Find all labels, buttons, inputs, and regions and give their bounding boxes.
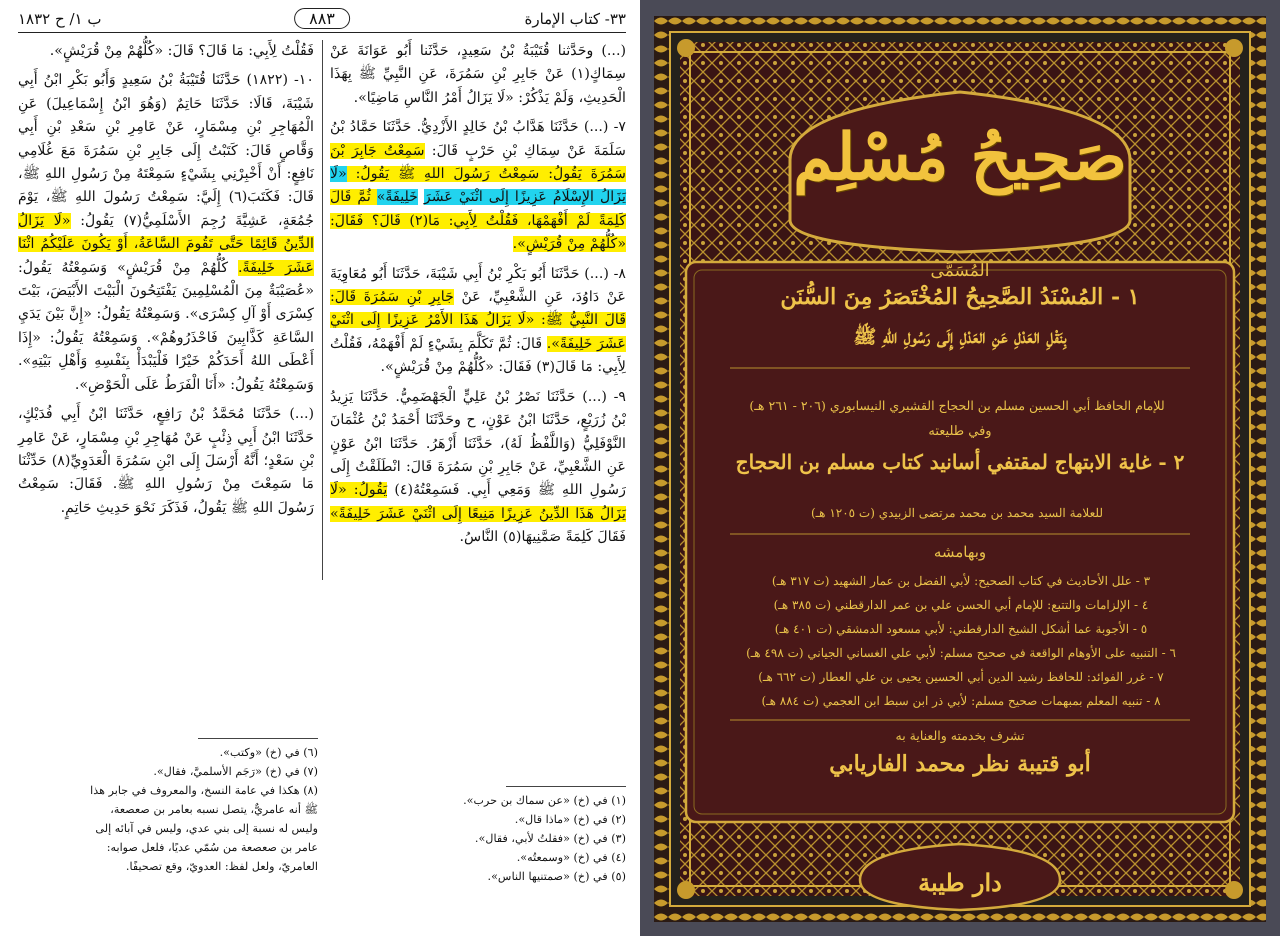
highlighted-text: جَابِرِ بْنِ سَمُرَةَ قَالَ: قَالَ النَّبِيُّ ﷺ: «لَا يَزَالُ هَذَا الأَمْرُ عَزِيزًا إِلَى اثْنَيْ عَشَرَ خَلِيفَةً». [330,289,626,352]
text-segment: (٣) [536,359,555,376]
cover-contents-item: ٦ - التنبيه على الأوهام الواقعة في صحيح مسلم: لأبي علي الغساني الجياني (ت ٤٩٨ هـ) [746,646,1176,660]
footnote-rule [506,786,626,787]
text-segment: حَدِّثْنَا مَا سَمِعْتَ مِنْ رَسُولِ اللهِ ﷺ. فَقَالَ: سَمِعْتُ رَسُولَ اللهِ ﷺ يَقُولُ، فَذَكَرَ نَحْوَ حَدِيثِ حَاتِمٍ. [18,452,314,516]
highlighted-text: ثُمَّ قَالَ كَلِمَةً لَمْ أَفْهَمْهَا، فَقُلْتُ لِأَبِي: مَا [330,189,626,229]
hadith-paragraph [330,386,626,550]
cover-hawamish-label: وبهامشه [933,543,987,561]
running-header [18,8,626,30]
footnote: (١) في (خ) «عن سماك بن حرب». [463,794,626,807]
text-segment: فَقُلْتُ لِأَبِي: مَا قَالَ؟ قَالَ: «كُلُّهُمْ مِنْ قُرَيْشٍ». [49,43,314,59]
cover-book2-author: للعلامة السيد محمد بن محمد مرتضى الزبيدي (ت ١٢٠٥ هـ) [810,506,1104,520]
left-text-column [18,40,314,526]
left-footnotes [18,738,318,876]
right-text-column [330,40,626,556]
highlighted-text: يَقُولُ: «لَا يَزَالُ هَذَا الدِّينُ عَزِيزًا مَنِيعًا إِلَى اثْنَيْ عَشَرَ خَلِيفَةً» [330,482,626,522]
cover-contents-item: ٥ - الأجوبة عما أشكل الشيخ الدارقطني: لأبي مسعود الدمشقي (ت ٤٠١ هـ) [774,622,1148,636]
cover-publisher: دار طيبة [918,868,1002,897]
footnote-rule [198,738,318,739]
hadith-paragraph [330,263,626,380]
cover-editor: أبو قتيبة نظر محمد الفاريابي [829,751,1091,777]
text-segment: فَقَالَ: «كُلُّهُمْ مِنْ قُرَيْشٍ». [380,359,537,376]
text-segment: عَنْ جَابِرِ بْنِ سَمُرَةَ، عَنِ النَّبِيِّ ﷺ بِهَذَا الْحَدِيثِ، وَلَمْ يَذْكُرْ: «لَا يَزَالُ أَمْرُ النَّاسِ مَاضِيًا». [330,66,626,106]
highlighted-text: (٢) [409,212,429,229]
text-segment: (٥) [502,529,522,546]
text-segment: (٤) [394,482,414,499]
book-cover-photo [640,0,1280,936]
cover-with-label: وفي طليعته [928,424,992,439]
hadith-paragraph [18,40,314,63]
column-divider [322,40,323,580]
highlighted-text: خَلِيفَةً» [376,189,418,206]
footnote: (٤) في (خ) «وسمعتُه». [516,851,626,864]
hadith-reference: ب ١/ ح ١٨٣٢ [18,10,102,28]
hadith-paragraph [18,403,314,520]
footnote: (٦) في (خ) «وكتب». [219,746,318,759]
footnote: (٣) في (خ) «فقلتُ لأبي، فقال». [474,832,626,845]
cover-edit-label: تشرف بخدمته والعناية به [895,728,1025,743]
text-segment: يَقُولُ: [70,212,124,229]
highlighted-text: «لَا يَزَالُ الإِسْلَامُ عَزِيزًا إِلَى اثْنَيْ عَشَرَ [330,166,626,206]
header-rule [18,32,626,33]
footnote: (٢) في (خ) «ماذا قال». [514,813,626,826]
footnote: عامر بن صعصعة من سُمّي عديًا، فلعل صوابه: [106,841,318,854]
cover-contents-item: ٧ - غرر الفوائد: للحافظ رشيد الدين أبي الحسين يحيى بن علي العطار (ت ٦٦٢ هـ) [758,670,1164,684]
right-footnotes [326,786,626,886]
cover-contents-item: ٨ - تنبيه المعلم بمبهمات صحيح مسلم: لأبي ذر ابن سبط ابن العجمي (ت ٨٨٤ هـ) [761,694,1161,708]
highlighted-text: سَمِعْتُ جَابِرَ بْنَ سَمُرَةَ يَقُولُ: سَمِعْتُ رَسُولَ اللهِ ﷺ يَقُولُ: [330,142,626,183]
hadith-paragraph [330,40,626,110]
text-segment: (...) حَدَّثَنَا مُحَمَّدُ بْنُ رَافِعٍ، حَدَّثَنَا ابْنُ أَبِي فُدَيْكٍ، حَدَّثَنَا ابْنُ أَبِي ذِئْبٍ عَنْ مُهَاجِرِ بْنِ مِسْمَارٍ، عَنْ عَامِرِ بْنِ سَعْدٍ؛ أَنَّهُ أَرْسَلَ إِلَى ابْنِ سَمُرَةَ الْعَدَوِيِّ [18,406,315,469]
highlighted-text: «لَا يَزَالُ الدِّينُ قَائِمًا حَتَّى تَقُومَ السَّاعَةُ، أَوْ يَكُونَ عَلَيْكُمُ اثْنَا عَشَرَ خَلِيفَةً. [18,212,314,276]
text-segment: فَقَالَ كَلِمَةً صَمَّنِيهَا [521,529,626,546]
cover-book1-line2: بِنَقْلِ العَدْلِ عَنِ العَدْلِ إِلَى رَسُولِ اللهِ ﷺ [853,326,1067,348]
highlighted-text: قَالَ؟ فَقَالَ: «كُلُّهُمْ مِنْ قُرَيْشٍ». [330,212,626,253]
cover-named-label: المُسَمَّى [930,261,990,281]
text-segment: قَالَ: ثُمَّ تَكَلَّمَ بِشَيْءٍ لَمْ أَفْهَمْهُ، فَقُلْتُ لِأَبِي: مَا قَالَ [330,335,626,376]
text-segment: كُلُّهُمْ مِنْ قُرَيْشٍ» وَسَمِعْتُهُ يَقُولُ: «عُصَيْبَةٌ مِنَ الْمُسْلِمِينَ يَفْتَتِحُونَ الْبَيْتَ الأَبْيَضَ، بَيْتَ كِسْرَى أَوْ آلِ كِسْرَى». وَسَمِعْتُهُ يَقُولُ: «إِنَّ بَيْنَ يَدَيِ السَّاعَةِ كَذَّابِينَ فَاحْذَرُوهُمْ». وَسَمِعْتُهُ يَقُولُ: «إِذَا أَعْطَى اللهُ أَحَدَكُمْ خَيْرًا فَلْيَبْدَأْ بِنَفْسِهِ وَأَهْلِ بَيْتِهِ». وَسَمِعْتُهُ يَقُولُ: «أَنَا الْفَرَطُ عَلَى الْحَوْضِ». [18,259,314,393]
hadith-paragraph [330,116,626,256]
text-segment: ٧- (...) حَدَّثَنَا هَدَّابُ بْنُ خَالِدٍ الأَزْدِيُّ. حَدَّثَنَا حَمَّادُ بْنُ سَلَمَةَ عَنْ سِمَاكِ بْنِ حَرْبٍ قَالَ: [330,119,626,159]
hadith-paragraph [18,69,314,397]
footnote: (٨) هكذا في عامة النسخ، والمعروف في جابر هذا [90,784,318,797]
text-segment: (...) وحَدَّثنا قُتَيْبَةُ بْنُ سَعِيدٍ، حَدَّثَنا أَبُو عَوَانَةَ عَنْ سِمَاكٍ [330,43,626,83]
chapter-title: ٣٣- كتاب الإمارة [524,10,626,28]
text-segment: ١٠- (١٨٢٢) حَدَّثَنَا قُتَيْبَةُ بْنُ سَعِيدٍ وَأَبُو بَكْرِ ابْنُ أَبِي شَيْبَةَ، قَالَا: حَدَّثَنَا حَاتِمٌ (وَهُوَ ابْنُ إِسْمَاعِيلَ) عَنِ الْمُهَاجِرِ بْنِ مِسْمَارٍ، عَنْ عَامِرِ بْنِ سَعْدِ بْنِ أَبِي وَقَّاصٍ قَالَ: كَتَبْتُ إِلَى جَابِرِ بْنِ سَمُرَةَ مَعَ غُلَامِي نَافِعٍ: أَنْ أَخْبِرْنِي بِشَيْءٍ سَمِعْتَهُ مِنْ رَسُولِ اللهِ ﷺ، قَالَ: فَكَتَبَ [18,72,314,206]
page-number: ٨٨٣ [294,8,350,29]
footnote: (٥) في (خ) «صمتنيها الناس». [487,870,626,883]
footnote: (٧) في (خ) «رَجَم الأسلميَّ، فقال». [153,765,318,778]
text-segment: إِلَيَّ: سَمِعْتُ رَسُولَ اللهِ ﷺ، يَوْمَ جُمُعَةٍ، عَشِيَّةَ رُجِمَ الأَسْلَمِيُّ [18,189,315,229]
cover-book2: ٢ - غاية الابتهاج لمقتفي أسانيد كتاب مسلم بن الحجاج [735,450,1185,474]
footnote: ﷺ أنه عامريٌّ، يتصل نسبه بعامر بن صعصعة، [110,803,318,816]
text-segment: ٨- (...) حَدَّثَنَا أَبُو بَكْرِ بْنُ أَبِي شَيْبَةَ، حَدَّثَنَا أَبُو مُعَاوِيَةَ عَنْ دَاوُدَ، عَنِ الشَّعْبِيِّ، عَنْ [330,265,626,306]
text-segment: ٩- (...) حَدَّثَنَا نَصْرُ بْنُ عَلِيٍّ الْجَهْضَمِيُّ. حَدَّثَنَا يَزِيدُ بْنُ زُرَيْعٍ، حَدَّثَنَا ابْنُ عَوْنٍ، ح وحَدَّثَنَا أَحْمَدُ بْنُ عُثْمَانَ النَّوْفَلِيُّ (وَاللَّفْظُ لَهُ)، حَدَّثَنَا أَزْهَرُ. حَدَّثَنَا ابْنُ عَوْنٍ عَنِ الشَّعْبِيِّ، عَنْ جَابِرِ بْنِ سَمُرَةَ قَالَ: انْطَلَقْتُ إِلَى رَسُولِ اللهِ ﷺ وَمَعِي أَبِي. فَسَمِعْتُهُ [330,388,626,499]
text-segment: (٦) [228,189,248,206]
footnote: وليس له نسبة إلى بني عدي، وليس في آبائه إلى [95,822,318,835]
cover-contents-item: ٣ - علل الأحاديث في كتاب الصحيح: لأبي الفضل بن عمار الشهيد (ت ٣١٧ هـ) [771,574,1151,588]
cover-author: للإمام الحافظ أبي الحسين مسلم بن الحجاج القشيري النيسابوري (٢٠٦ - ٢٦١ هـ) [749,398,1165,413]
text-segment: (٨) [51,452,71,469]
text-segment: (٧) [123,212,143,229]
text-segment: (١) [571,66,590,83]
text-segment: النَّاسُ. [459,529,503,546]
cover-book1-line1: ١ - المُسْنَدُ الصَّحِيحُ المُخْتَصَرُ مِنَ السُّنَن [780,284,1140,310]
footnote: العامريّ، ولعل لفظ: العدويّ، وقع تصحيفًا. [125,860,318,873]
cover-contents-item: ٤ - الإلزامات والتتبع: للإمام أبي الحسن علي بن عمر الدارقطني (ت ٣٨٥ هـ) [773,598,1149,612]
cover-title: صَحِيحُ مُسْلِم [793,120,1127,195]
